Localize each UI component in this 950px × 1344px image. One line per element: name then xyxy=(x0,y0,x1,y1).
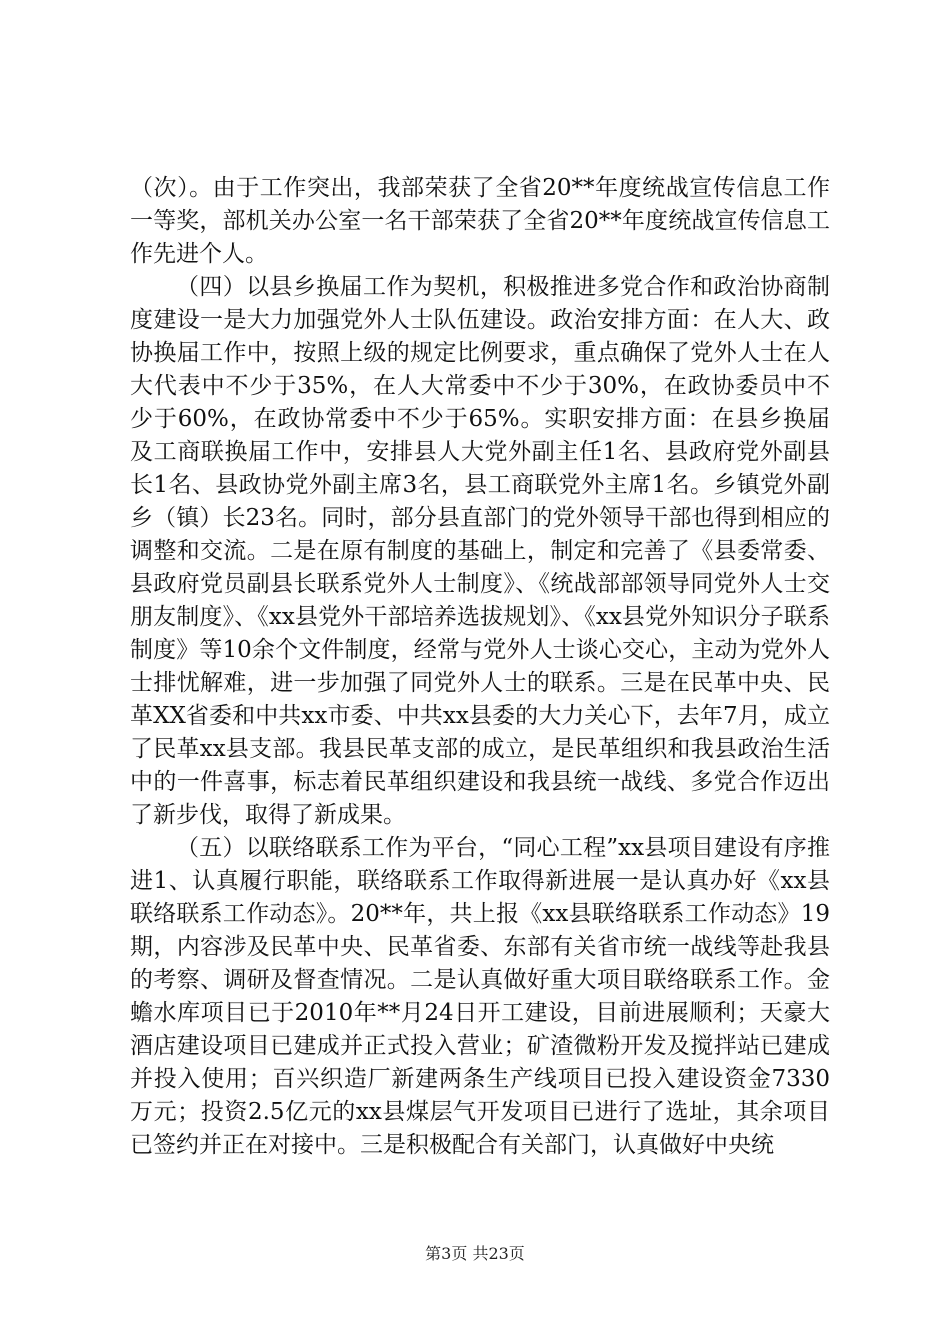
page-footer: 第3页 共23页 xyxy=(425,1244,525,1263)
document-body xyxy=(130,172,830,1162)
paragraph-continuation: （次）。由于工作突出，我部荣获了全省20**年度统战宣传信息工作一等奖，部机关办公室一名干部荣获了全省20**年度统战宣传信息工作先进个人。 xyxy=(130,175,830,267)
paragraph-section-four: （四）以县乡换届工作为契机，积极推进多党合作和政治协商制度建设一是大力加强党外人士队伍建设。政治安排方面：在人大、政协换届工作中，按照上级的规定比例要求，重点确保了党外人士在人大代表中不少于35%，在人大常委中不少于30%，在政协委员中不少于60%，在政协常委中不少于65%。实职安排方面：在县乡换届及工商联换届工作中，安排县人大党外副主任1名、县政府党外副县长1名、县政协党外副主席3名，县工商联党外主席1名。乡镇党外副乡（镇）长23名。同时，部分县直部门的党外领导干部也得到相应的调整和交流。二是在原有制度的基础上，制定和完善了《县委常委、县政府党员副县长联系党外人士制度》、《统战部部领导同党外人士交朋友制度》、《xx县党外干部培养选拔规划》、《xx县党外知识分子联系制度》等10余个文件制度，经常与党外人士谈心交心，主动为党外人士排忧解难，进一步加强了同党外人士的联系。三是在民革中央、民革XX省委和中共xx市委、中共xx县委的大力关心下，去年7月，成立了民革xx县支部。我县民革支部的成立，是民革组织和我县政治生活中的一件喜事，标志着民革组织建设和我县统一战线、多党合作迈出了新步伐，取得了新成果。 xyxy=(130,274,830,828)
paragraph-section-five: （五）以联络联系工作为平台，“同心工程”xx县项目建设有序推进1、认真履行职能，联络联系工作取得新进展一是认真办好《xx县联络联系工作动态》。20**年，共上报《xx县联络联系工作动态》19期，内容涉及民革中央、民革省委、东部有关省市统一战线等赴我县的考察、调研及督查情况。二是认真做好重大项目联络联系工作。金蟾水库项目已于2010年**月24日开工建设，目前进展顺利；天豪大酒店建设项目已建成并正式投入营业；矿渣微粉开发及搅拌站已建成并投入使用；百兴织造厂新建两条生产线项目已投入建设资金7330万元；投资2.5亿元的xx县煤层气开发项目已进行了选址，其余项目已签约并正在对接中。三是积极配合有关部门，认真做好中央统 xyxy=(130,835,830,1158)
